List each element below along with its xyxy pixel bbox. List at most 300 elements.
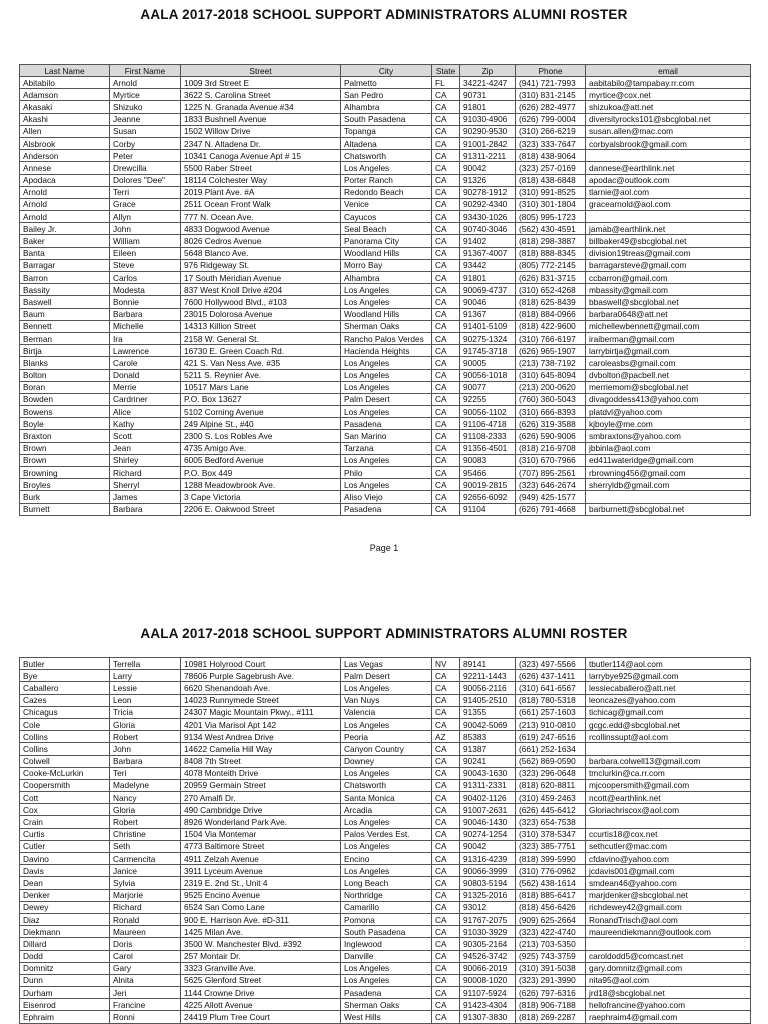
cell-state: CA [432,381,460,393]
cell-street: 2206 E. Oakwood Street [181,503,341,515]
cell-street: P.O. Box 449 [181,467,341,479]
cell-city: Palmetto [341,77,432,89]
table-row [20,755,751,767]
cell-state: CA [432,308,460,320]
table-row [20,430,751,442]
table-row [20,198,751,210]
cell-first-name: Barbara [110,755,181,767]
cell-first-name: Modesta [110,284,181,296]
cell-phone: (626) 445-6412 [516,804,586,816]
cell-city: Seal Beach [341,223,432,235]
cell-city: Valencia [341,706,432,718]
cell-first-name: Leon [110,694,181,706]
cell-state: CA [432,454,460,466]
cell-city: Danville [341,950,432,962]
table-row [20,442,751,454]
cell-phone: (760) 360-5043 [516,393,586,405]
cell-first-name: John [110,223,181,235]
cell-zip: 91402 [460,235,516,247]
table-row [20,828,751,840]
cell-email: richdewey42@gmail.com [586,901,751,913]
cell-phone: (805) 772-2145 [516,259,586,271]
cell-state: NV [432,658,460,670]
cell-phone: (310) 645-8094 [516,369,586,381]
cell-state: CA [432,987,460,999]
cell-email: iraiberman@gmail.com [586,332,751,344]
cell-phone: (213) 200-0620 [516,381,586,393]
column-header-zip: Zip [460,65,516,77]
cell-email: tbutler114@aol.com [586,658,751,670]
cell-zip: 90402-1126 [460,792,516,804]
cell-street: 10981 Holyrood Court [181,658,341,670]
cell-first-name: Gary [110,962,181,974]
cell-street: 4225 Allott Avenue [181,999,341,1011]
cell-first-name: Richard [110,901,181,913]
table-body [20,77,751,516]
cell-zip: 91316-4239 [460,853,516,865]
cell-city: Los Angeles [341,718,432,730]
table-row [20,694,751,706]
cell-zip: 91108-2333 [460,430,516,442]
cell-street: 3500 W. Manchester Blvd. #392 [181,938,341,950]
cell-email: gcgc.edd@sbcglobal.net [586,718,751,730]
cell-phone: (909) 625-2664 [516,913,586,925]
table-row [20,901,751,913]
cell-phone: (619) 247-6516 [516,731,586,743]
cell-phone: (213) 703-5350 [516,938,586,950]
cell-first-name: Carol [110,950,181,962]
cell-first-name: Allyn [110,211,181,223]
cell-phone: (310) 776-0962 [516,865,586,877]
cell-street: 4833 Dogwood Avenue [181,223,341,235]
cell-last-name: Eisenrod [20,999,110,1011]
table-row [20,731,751,743]
cell-email: barbara0648@att.net [586,308,751,320]
table-row [20,889,751,901]
cell-last-name: Boran [20,381,110,393]
cell-last-name: Cox [20,804,110,816]
cell-state: CA [432,682,460,694]
cell-zip: 92656-6092 [460,491,516,503]
cell-last-name: Collins [20,743,110,755]
cell-first-name: Madelyne [110,779,181,791]
table-row [20,101,751,113]
table-row [20,272,751,284]
cell-first-name: Lawrence [110,345,181,357]
cell-phone: (310) 670-7966 [516,454,586,466]
cell-street: 4911 Zelzah Avenue [181,853,341,865]
cell-phone: (818) 780-5318 [516,694,586,706]
cell-email: diversityrocks101@sbcglobal.net [586,113,751,125]
cell-state: CA [432,150,460,162]
table-row [20,987,751,999]
cell-zip: 90056-2116 [460,682,516,694]
cell-street: 18114 Colchester Way [181,174,341,186]
cell-city: Encino [341,853,432,865]
cell-first-name: Myrtice [110,89,181,101]
cell-state: CA [432,418,460,430]
cell-last-name: Domnitz [20,962,110,974]
cell-zip: 91745-3718 [460,345,516,357]
cell-state: CA [432,1011,460,1023]
cell-zip: 90019-2815 [460,479,516,491]
cell-phone: (818) 438-9064 [516,150,586,162]
cell-city: Pasadena [341,418,432,430]
cell-city: San Pedro [341,89,432,101]
cell-city: Los Angeles [341,816,432,828]
cell-last-name: Birtja [20,345,110,357]
cell-phone: (310) 391-5038 [516,962,586,974]
cell-state: CA [432,247,460,259]
cell-street: 249 Alpine St., #40 [181,418,341,430]
cell-phone: (818) 456-6426 [516,901,586,913]
cell-email: tmclurkin@ca.rr.com [586,767,751,779]
cell-email: caroleasbs@gmail.com [586,357,751,369]
cell-email: susan.allen@mac.com [586,125,751,137]
cell-state: CA [432,272,460,284]
cell-zip: 91311-2211 [460,150,516,162]
cell-phone: (626) 799-0004 [516,113,586,125]
cell-zip: 94526-3742 [460,950,516,962]
cell-email [586,743,751,755]
table-row [20,77,751,89]
cell-first-name: Larry [110,670,181,682]
cell-street: 4735 Amigo Ave. [181,442,341,454]
cell-phone: (323) 422-4740 [516,926,586,938]
cell-street: 777 N. Ocean Ave. [181,211,341,223]
cell-street: 976 Ridgeway St. [181,259,341,271]
table-row [20,718,751,730]
cell-city: Downey [341,755,432,767]
cell-first-name: Peter [110,150,181,162]
cell-email: apodac@outlook.com [586,174,751,186]
cell-zip: 90740-3046 [460,223,516,235]
cell-first-name: Carole [110,357,181,369]
cell-email [586,816,751,828]
cell-phone: (661) 257-1603 [516,706,586,718]
cell-zip: 92255 [460,393,516,405]
cell-phone: (323) 296-0648 [516,767,586,779]
cell-first-name: Drewcilla [110,162,181,174]
cell-city: Cayucos [341,211,432,223]
cell-state: CA [432,491,460,503]
table-row [20,913,751,925]
cell-street: 10517 Mars Lane [181,381,341,393]
cell-city: Pasadena [341,987,432,999]
cell-state: CA [432,137,460,149]
cell-email: divagoddess413@yahoo.com [586,393,751,405]
column-header-last-name: Last Name [20,65,110,77]
cell-email [586,938,751,950]
cell-first-name: Arnold [110,77,181,89]
cell-street: 3 Cape Victoria [181,491,341,503]
cell-last-name: Arnold [20,186,110,198]
cell-last-name: Abitabilo [20,77,110,89]
cell-first-name: Ronni [110,1011,181,1023]
cell-first-name: Doris [110,938,181,950]
cell-last-name: Broyles [20,479,110,491]
cell-zip: 90077 [460,381,516,393]
cell-first-name: Marjorie [110,889,181,901]
cell-last-name: Boyle [20,418,110,430]
table-row [20,743,751,755]
cell-state: CA [432,198,460,210]
cell-state: CA [432,162,460,174]
cell-phone: (661) 252-1634 [516,743,586,755]
cell-city: Inglewood [341,938,432,950]
cell-email: shizukoa@att.net [586,101,751,113]
table-row [20,479,751,491]
cell-street: 1425 Milan Ave. [181,926,341,938]
table-row [20,137,751,149]
cell-state: CA [432,89,460,101]
cell-state: FL [432,77,460,89]
cell-first-name: John [110,743,181,755]
cell-phone: (323) 654-7538 [516,816,586,828]
table-row [20,658,751,670]
cell-state: CA [432,296,460,308]
table-row [20,840,751,852]
cell-city: Los Angeles [341,406,432,418]
cell-zip: 91326 [460,174,516,186]
cell-last-name: Bye [20,670,110,682]
cell-zip: 91356-4501 [460,442,516,454]
cell-zip: 90305-2164 [460,938,516,950]
table-row [20,296,751,308]
cell-email: division19treas@gmail.com [586,247,751,259]
cell-last-name: Ephraim [20,1011,110,1023]
cell-last-name: Cazes [20,694,110,706]
cell-first-name: Jeri [110,987,181,999]
cell-email: mbassity@gmail.com [586,284,751,296]
cell-email: merriemom@sbcglobal.net [586,381,751,393]
cell-state: CA [432,369,460,381]
cell-phone: (562) 869-0590 [516,755,586,767]
cell-city: Palos Verdes Est. [341,828,432,840]
cell-first-name: Cardriner [110,393,181,405]
cell-last-name: Coopersmith [20,779,110,791]
cell-phone: (818) 399-5990 [516,853,586,865]
cell-state: CA [432,889,460,901]
cell-state: CA [432,113,460,125]
cell-state: CA [432,755,460,767]
cell-first-name: Christine [110,828,181,840]
cell-street: P.O. Box 13627 [181,393,341,405]
table-row [20,113,751,125]
cell-zip: 90241 [460,755,516,767]
cell-state: CA [432,779,460,791]
cell-zip: 91001-2842 [460,137,516,149]
cell-street: 7600 Hollywood Blvd., #103 [181,296,341,308]
cell-street: 4773 Baltimore Street [181,840,341,852]
cell-first-name: Grace [110,198,181,210]
cell-state: CA [432,186,460,198]
cell-phone: (626) 831-3715 [516,272,586,284]
cell-city: Woodland Hills [341,247,432,259]
cell-first-name: Barbara [110,503,181,515]
cell-city: Los Angeles [341,381,432,393]
cell-zip: 91311-2331 [460,779,516,791]
cell-phone: (805) 995-1723 [516,211,586,223]
cell-phone: (310) 459-2463 [516,792,586,804]
cell-first-name: Corby [110,137,181,149]
cell-last-name: Dunn [20,974,110,986]
cell-email: caroldodd5@comcast.net [586,950,751,962]
cell-phone: (626) 797-6316 [516,987,586,999]
cell-street: 78606 Purple Sagebrush Ave. [181,670,341,682]
cell-city: Los Angeles [341,454,432,466]
cell-street: 8026 Cedros Avenue [181,235,341,247]
cell-state: CA [432,442,460,454]
page-title: AALA 2017-2018 SCHOOL SUPPORT ADMINISTRATORS ALUMNI ROSTER [140,626,628,641]
cell-first-name: Steve [110,259,181,271]
cell-last-name: Crain [20,816,110,828]
cell-zip: 90069-4737 [460,284,516,296]
cell-first-name: Richard [110,467,181,479]
cell-street: 2319 E. 2nd St., Unit 4 [181,877,341,889]
cell-phone: (626) 437-1411 [516,670,586,682]
cell-email: ccurtis18@cox.net [586,828,751,840]
cell-last-name: Anderson [20,150,110,162]
cell-last-name: Akashi [20,113,110,125]
cell-last-name: Dillard [20,938,110,950]
cell-phone: (818) 888-8345 [516,247,586,259]
cell-last-name: Davino [20,853,110,865]
cell-first-name: James [110,491,181,503]
cell-zip: 85383 [460,731,516,743]
cell-email: larrybye925@gmail.com [586,670,751,682]
table-row [20,670,751,682]
cell-zip: 91367-4007 [460,247,516,259]
cell-phone: (818) 884-0966 [516,308,586,320]
cell-email: ncott@earthlink.net [586,792,751,804]
table-body [20,658,751,1024]
table-row [20,503,751,515]
cell-phone: (626) 791-4668 [516,503,586,515]
cell-city: Los Angeles [341,284,432,296]
cell-phone: (323) 257-0169 [516,162,586,174]
cell-state: CA [432,211,460,223]
cell-first-name: Kathy [110,418,181,430]
table-row [20,381,751,393]
cell-street: 2347 N. Altadena Dr. [181,137,341,149]
cell-last-name: Banta [20,247,110,259]
cell-phone: (818) 620-8811 [516,779,586,791]
cell-zip: 91355 [460,706,516,718]
cell-last-name: Dean [20,877,110,889]
cell-last-name: Diaz [20,913,110,925]
cell-phone: (213) 738-7192 [516,357,586,369]
cell-email: dannese@earthlink.net [586,162,751,174]
cell-state: CA [432,284,460,296]
cell-state: CA [432,743,460,755]
table-header-row [20,65,751,77]
table-row [20,150,751,162]
cell-zip: 90056-1018 [460,369,516,381]
cell-zip: 91801 [460,272,516,284]
cell-street: 5102 Corning Avenue [181,406,341,418]
cell-street: 1833 Bushnell Avenue [181,113,341,125]
cell-email: kjboyle@me.com [586,418,751,430]
cell-state: CA [432,767,460,779]
table-row [20,454,751,466]
cell-phone: (818) 438-6848 [516,174,586,186]
table-row [20,393,751,405]
cell-zip: 91307-3830 [460,1011,516,1023]
cell-first-name: Teri [110,767,181,779]
cell-city: Rancho Palos Verdes [341,332,432,344]
cell-city: Northridge [341,889,432,901]
cell-first-name: Barbara [110,308,181,320]
cell-city: Los Angeles [341,682,432,694]
table-row [20,816,751,828]
cell-street: 1288 Meadowbrook Ave. [181,479,341,491]
table-row [20,418,751,430]
cell-state: CA [432,479,460,491]
cell-last-name: Akasaki [20,101,110,113]
cell-zip: 90046-1430 [460,816,516,828]
roster-table [19,657,751,1024]
cell-first-name: Ronald [110,913,181,925]
cell-city: Panorama City [341,235,432,247]
table-row [20,247,751,259]
cell-zip: 90066-2019 [460,962,516,974]
cell-phone: (323) 497-5566 [516,658,586,670]
cell-street: 6620 Shenandoah Ave. [181,682,341,694]
cell-last-name: Burk [20,491,110,503]
cell-email: jbbinla@aol.com [586,442,751,454]
cell-city: Camarillo [341,901,432,913]
cell-email: barragarsteve@gmail.com [586,259,751,271]
table-row [20,491,751,503]
cell-email: rcollinssupt@aol.com [586,731,751,743]
cell-last-name: Bassity [20,284,110,296]
table-row [20,962,751,974]
cell-street: 2511 Ocean Front Walk [181,198,341,210]
cell-last-name: Adamson [20,89,110,101]
table-row [20,853,751,865]
cell-state: CA [432,694,460,706]
cell-street: 8408 7th Street [181,755,341,767]
cell-phone: (626) 282-4977 [516,101,586,113]
cell-email: tlarnie@aol.com [586,186,751,198]
cell-email: michellewbennett@gmail.com [586,320,751,332]
cell-email: nita95@aol.com [586,974,751,986]
cell-first-name: Alice [110,406,181,418]
cell-city: Los Angeles [341,767,432,779]
cell-street: 257 Montair Dr. [181,950,341,962]
cell-state: CA [432,913,460,925]
cell-zip: 90046 [460,296,516,308]
cell-phone: (818) 216-9708 [516,442,586,454]
cell-last-name: Cott [20,792,110,804]
cell-street: 270 Amalfi Dr. [181,792,341,804]
cell-street: 3911 Lyceum Avenue [181,865,341,877]
cell-phone: (562) 438-1614 [516,877,586,889]
cell-first-name: Michelle [110,320,181,332]
cell-email: gracearnold@aol.com [586,198,751,210]
cell-zip: 90042-5069 [460,718,516,730]
cell-phone: (310) 266-6219 [516,125,586,137]
cell-zip: 91325-2016 [460,889,516,901]
cell-state: CA [432,503,460,515]
cell-city: Los Angeles [341,865,432,877]
cell-state: CA [432,235,460,247]
cell-state: CA [432,950,460,962]
cell-zip: 93012 [460,901,516,913]
cell-first-name: Alnita [110,974,181,986]
cell-phone: (707) 895-2561 [516,467,586,479]
